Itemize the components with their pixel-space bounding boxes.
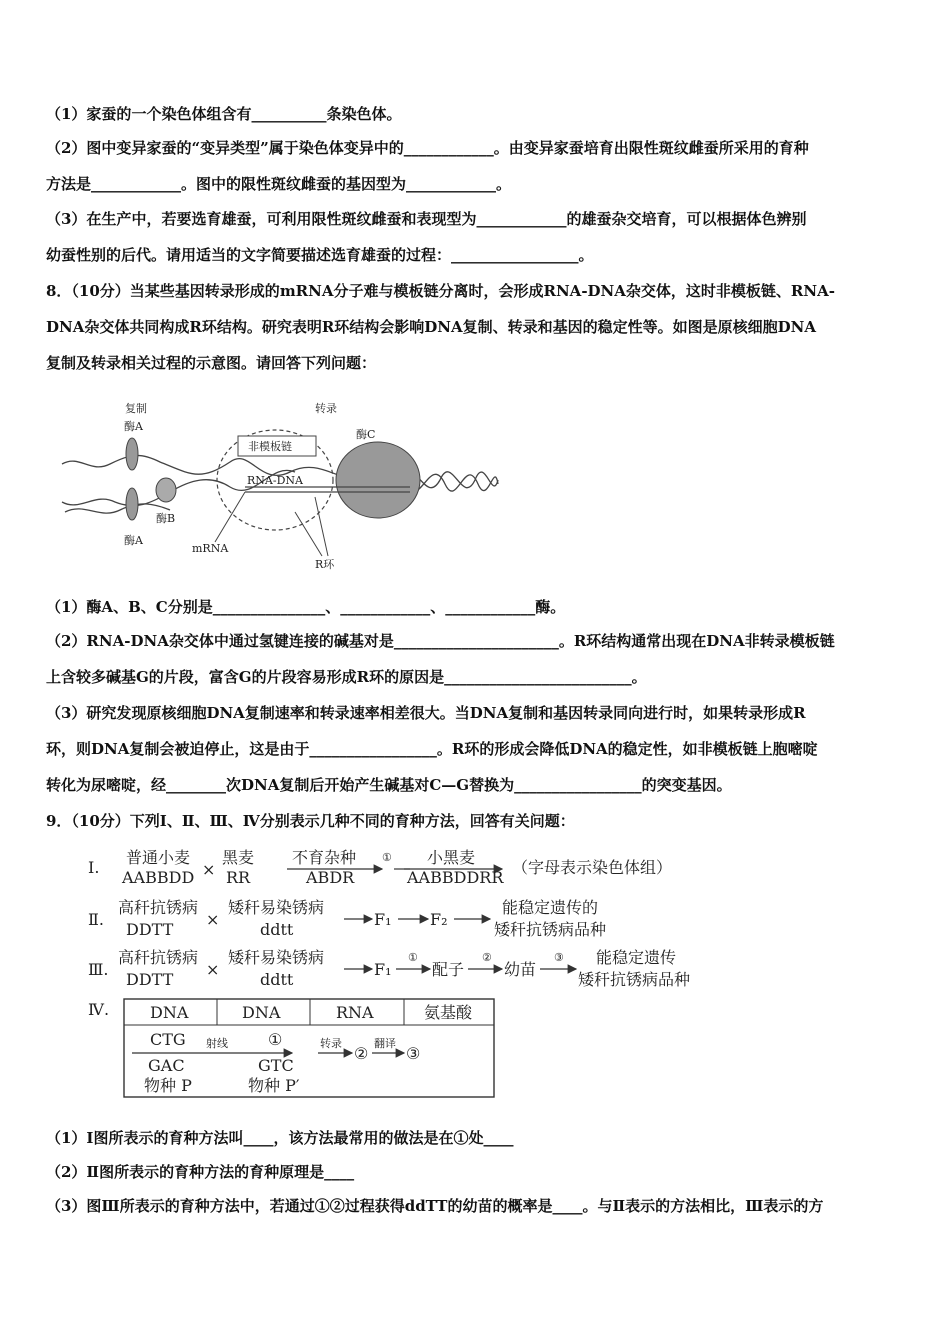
row-ii-parent1-name: 高秆抗锈病	[118, 898, 199, 917]
row-iv-ctg: CTG	[150, 1030, 186, 1049]
row-iv-circle-2: ②	[354, 1044, 369, 1063]
row-i-result-genotype: AABBDDRR	[407, 868, 504, 887]
text-line-14: 转化为尿嘧啶，经________次DNA复制后开始产生碱基对C—G替换为_________________的突变基因。	[46, 776, 732, 794]
row-iv-header-amino-acid: 氨基酸	[424, 1003, 473, 1022]
row-iii-cross: ×	[206, 960, 220, 979]
row-iv-header-dna-2: DNA	[242, 1003, 281, 1022]
fig1-rloop-label: R环	[315, 558, 335, 571]
row-i-step-1: ①	[382, 851, 392, 864]
row-iii-parent2-name: 矮秆易染锈病	[228, 948, 325, 967]
fig1-enzyme-b-label: 酶B	[156, 512, 176, 525]
row-iii-gamete: 配子	[432, 960, 465, 979]
row-ii-result-line1: 能稳定遗传的	[502, 898, 599, 917]
fig1-enzyme-a-bottom-label: 酶A	[124, 534, 143, 547]
row-iii-step-1: ①	[408, 951, 418, 964]
row-iii-step-3: ③	[554, 951, 564, 964]
text-line-3: 方法是____________。图中的限性斑纹雌蚕的基因型为____________。	[46, 175, 512, 193]
row-ii-result-line2: 矮秆抗锈病品种	[494, 920, 607, 939]
fig1-dna-strand-bottom	[65, 504, 170, 513]
text-line-5: 幼蚕性别的后代。请用适当的文字简要描述选育雄蚕的过程：_________________。	[46, 246, 594, 264]
text-line-10: （2）RNA-DNA杂交体中通过氢键连接的碱基对是______________________。R环结构通常出现在DNA非转录模板链	[46, 632, 835, 650]
text-line-8: 复制及转录相关过程的示意图。请回答下列问题：	[46, 354, 377, 372]
fig1-enzyme-a-bottom-shape	[126, 488, 138, 520]
fig1-hybrid-label: RNA-DNA	[247, 474, 303, 487]
row-i-hybrid-name: 不育杂种	[292, 848, 357, 867]
fig1-transcription-label: 转录	[315, 402, 337, 415]
fig1-enzyme-a-top: 酶A	[124, 420, 143, 433]
row-ii-label: Ⅱ.	[88, 910, 104, 929]
breeding-methods-diagram	[82, 843, 722, 1103]
row-i-parent2-genotype: RR	[226, 868, 251, 887]
fig1-enzyme-c: 酶C	[356, 428, 376, 441]
row-iv-species-p: 物种 P	[144, 1076, 192, 1095]
text-line-11: 上含较多碱基G的片段，富含G的片段容易形成R环的原因是_________________________。	[46, 668, 647, 686]
text-line-16: （1）Ⅰ图所表示的育种方法叫____，该方法最常用的做法是在①处____	[46, 1129, 514, 1147]
text-line-1: （1）家蚕的一个染色体组含有__________条染色体。	[46, 105, 402, 123]
row-iii-step-2: ②	[482, 951, 492, 964]
row-i-parent1-name: 普通小麦	[126, 848, 191, 867]
row-ii-parent1-genotype: DDTT	[126, 920, 174, 939]
row-iv-species-p-prime: 物种 P′	[248, 1076, 300, 1095]
fig1-replication-label: 复制	[125, 402, 147, 415]
row-iii-result-line2: 矮秆抗锈病品种	[578, 970, 691, 989]
text-line-2: （2）图中变异家蚕的“变异类型”属于染色体变异中的____________。由变异家蚕培育出限性斑纹雌蚕所采用的育种	[46, 139, 809, 157]
row-i-label: Ⅰ.	[88, 858, 100, 877]
text-line-18: （3）图Ⅲ所表示的育种方法中，若通过①②过程获得ddTT的幼苗的概率是____。与Ⅱ表示的方法相比，Ⅲ表示的方	[46, 1197, 824, 1215]
row-iii-seedling: 幼苗	[504, 960, 537, 979]
row-iv-circle-1: ①	[268, 1030, 283, 1049]
fig1-mrna-label: mRNA	[192, 542, 229, 555]
row-iv-translation: 翻译	[374, 1037, 396, 1050]
row-iv-circle-3: ③	[406, 1044, 421, 1063]
row-iv-gac: GAC	[148, 1056, 185, 1075]
row-i-parent2-name: 黑麦	[222, 848, 255, 867]
row-iv-transcription: 转录	[320, 1037, 342, 1050]
fig1-enzyme-a-top-shape	[126, 438, 138, 470]
text-line-9: （1）酶A、B、C分别是_______________、____________、____________酶。	[46, 598, 566, 616]
fig1-enzyme-b-shape	[156, 478, 176, 502]
row-i-cross: ×	[202, 860, 216, 879]
row-iv-label: Ⅳ.	[88, 1000, 110, 1019]
text-line-12: （3）研究发现原核细胞DNA复制速率和转录速率相差很大。当DNA复制和基因转录同向进行时，如果转录形成R	[46, 704, 806, 722]
row-iii-result-line1: 能稳定遗传	[596, 948, 677, 967]
row-iii-f1: F₁	[374, 960, 392, 979]
row-ii-f1: F₁	[374, 910, 392, 929]
text-line-17: （2）Ⅱ图所表示的育种方法的育种原理是____	[46, 1163, 355, 1181]
text-line-7: DNA杂交体共同构成R环结构。研究表明R环结构会影响DNA复制、转录和基因的稳定性等。如图是原核细胞DNA	[46, 318, 817, 336]
row-i-result-name: 小黑麦	[427, 848, 476, 867]
row-ii-parent2-name: 矮秆易染锈病	[228, 898, 325, 917]
row-ii-cross: ×	[206, 910, 220, 929]
fig1-nontemplate-label: 非模板链	[248, 440, 292, 453]
fig1-mrna-pointer	[215, 492, 245, 542]
row-iv-gtc: GTC	[258, 1056, 294, 1075]
question-9-intro: 9．（10分）下列Ⅰ、Ⅱ、Ⅲ、Ⅳ分别表示几种不同的育种方法，回答有关问题：	[46, 812, 575, 830]
row-ii-f2: F₂	[430, 910, 448, 929]
row-iv-ray: 射线	[206, 1037, 228, 1050]
row-i-hybrid-genotype: ABDR	[306, 868, 355, 887]
row-i-note: （字母表示染色体组）	[512, 858, 673, 877]
text-line-4: （3）在生产中，若要选育雄蚕，可利用限性斑纹雌蚕和表现型为____________的雄蚕杂交培育，可以根据体色辨别	[46, 210, 807, 228]
row-i-parent1-genotype: AABBDD	[122, 868, 195, 887]
row-iii-parent1-name: 高秆抗锈病	[118, 948, 199, 967]
question-8-intro: 8．（10分）当某些基因转录形成的mRNA分子难与模板链分离时，会形成RNA-DNA杂交体，这时非模板链、RNA-	[46, 282, 835, 300]
row-ii-parent2-genotype: ddtt	[260, 920, 294, 939]
r-loop-diagram	[60, 392, 500, 577]
fig1-rloop-pointer-1	[295, 512, 322, 556]
row-iv-header-dna-1: DNA	[150, 1003, 189, 1022]
fig1-enzyme-c-shape	[336, 442, 420, 518]
text-line-13: 环，则DNA复制会被迫停止，这是由于_________________。R环的形成会降低DNA的稳定性，如非模板链上胞嘧啶	[46, 740, 818, 758]
row-iii-parent2-genotype: ddtt	[260, 970, 294, 989]
row-iii-label: Ⅲ.	[88, 960, 109, 979]
row-iv-header-rna: RNA	[336, 1003, 374, 1022]
row-iii-parent1-genotype: DDTT	[126, 970, 174, 989]
